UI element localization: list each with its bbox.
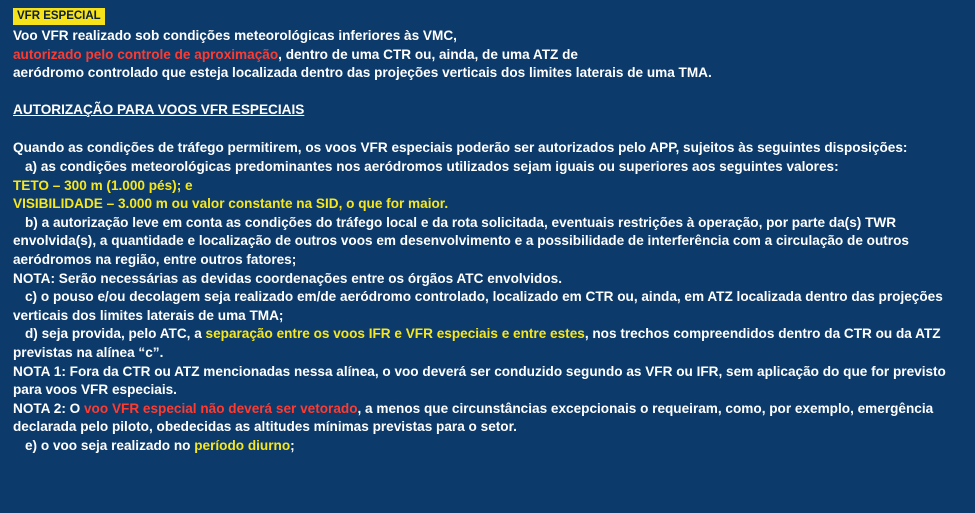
- item-c: c) o pouso e/ou decolagem seja realizado em/de aeródromo controlado, localizado em CTR ou, ainda, em ATZ localizada dentro das projeções verticais dos limites laterais de uma TMA;: [13, 289, 943, 323]
- item-e-post: ;: [290, 437, 295, 453]
- nota: NOTA: Serão necessárias as devidas coordenações entre os órgãos ATC envolvidos.: [13, 270, 562, 286]
- teto-value: TETO – 300 m (1.000 pés); e: [13, 177, 193, 193]
- highlight-yellow-text: separação entre os voos IFR e VFR especiais e entre estes: [205, 326, 585, 342]
- intro-line-2: [13, 46, 963, 65]
- intro-line-1: Voo VFR realizado sob condições meteorológicas inferiores às VMC,: [13, 28, 457, 43]
- visibilidade-value: VISIBILIDADE – 3.000 m ou valor constante na SID, o que for maior.: [13, 196, 449, 212]
- nota-1: NOTA 1: Fora da CTR ou ATZ mencionadas nessa alínea, o voo deverá ser conduzido segundo as VFR ou IFR, sem aplicação do que for previsto para voos VFR especiais.: [13, 363, 946, 398]
- intro-line-3: aeródromo controlado que esteja localizada dentro das projeções verticais dos limites laterais de uma TMA.: [13, 65, 712, 81]
- item-e-pre: e) o voo seja realizado no: [25, 437, 195, 453]
- item-e: [13, 437, 963, 456]
- item-d: [13, 325, 963, 362]
- item-d-pre: d) seja provida, pelo ATC, a: [25, 326, 206, 342]
- section-heading: AUTORIZAÇÃO PARA VOOS VFR ESPECIAIS: [13, 101, 305, 117]
- intro-line-2-rest: , dentro de uma CTR ou, ainda, de uma ATZ de: [278, 46, 578, 62]
- nota-2-pre: NOTA 2: O: [13, 400, 84, 416]
- nota-2-post: , a menos que circunstâncias excepcionais o requeiram, como, por exemplo, emergência declarada pelo piloto, obedecidas as altitudes mínimas previstas para o setor.: [13, 400, 934, 435]
- item-a: a) as condições meteorológicas predominantes nos aeródromos utilizados sejam iguais ou superiores aos seguintes valores:: [25, 158, 839, 174]
- highlight-yellow-text-2: período diurno: [194, 437, 291, 453]
- lead-paragraph: Quando as condições de tráfego permitirem, os voos VFR especiais poderão ser autorizados pelo APP, sujeitos às seguintes disposições:: [13, 140, 908, 156]
- vfr-especial-badge: VFR ESPECIAL: [13, 8, 105, 25]
- nota-2: [13, 400, 963, 437]
- highlight-red-text: autorizado pelo controle de aproximação: [13, 46, 279, 62]
- item-d-post: , nos trechos compreendidos dentro da CTR ou da ATZ previstas na alínea “c”.: [13, 326, 941, 360]
- intro-paragraph: [13, 27, 963, 83]
- highlight-red-text-2: voo VFR especial não deverá ser vetorado: [84, 400, 358, 416]
- item-b: b) a autorização leve em conta as condições do tráfego local e da rota solicitada, eventuais restrições à operação, por parte da(s) TWR envolvida(s), a quantidade e localização de outros voos em desenvolvimento e a possibilidade de interferência com a circulação de outros aeródromos na região, entre outros fatores;: [13, 214, 909, 267]
